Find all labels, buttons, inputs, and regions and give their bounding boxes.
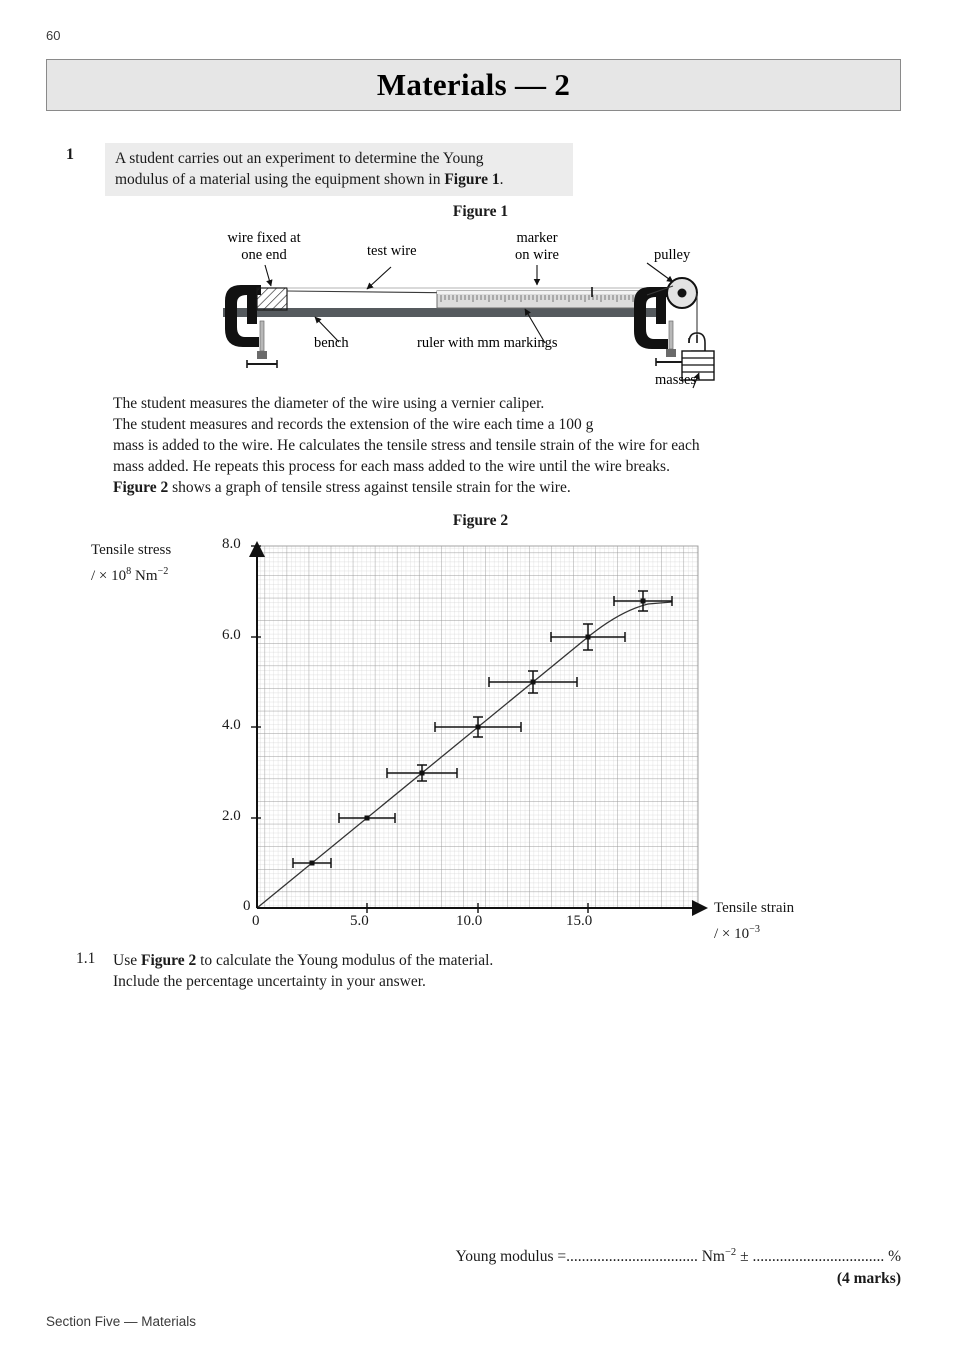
subq-figure2-reference: Figure 2: [140, 952, 197, 969]
subq-line2: Include the percentage uncertainty in your answer.: [113, 973, 426, 990]
x-tick-label-5: 5.0: [350, 913, 369, 929]
answer-blank-2[interactable]: ..................................: [752, 1248, 885, 1266]
answer-blank-1[interactable]: ..................................: [566, 1248, 698, 1266]
subq-line1-c: to calculate the Young modulus of the material.: [196, 952, 494, 969]
figure1-leader-lines: [265, 263, 699, 388]
y-axis-title: [91, 540, 171, 587]
x-tick-label-15: 15.0: [566, 913, 593, 929]
y-tick-label-2: 2.0: [222, 808, 241, 824]
label-marker-line1: marker: [516, 230, 558, 246]
y-tick-label-0: 0: [243, 898, 251, 914]
body-line-5: shows a graph of tensile stress against tensile strain for the wire.: [168, 479, 571, 496]
question-body-text: [113, 393, 833, 498]
subquestion-number: 1.1: [76, 950, 96, 967]
x-axis-title-line1: Tensile strain: [714, 900, 795, 916]
bench-bar: [223, 308, 663, 317]
answer-unit-exp: −2: [724, 1247, 737, 1258]
y-axis-title-line1: Tensile stress: [91, 542, 172, 558]
wire-fixing-block: [257, 288, 287, 310]
subquestion-text: [113, 950, 733, 992]
label-pulley: pulley: [654, 247, 691, 263]
y-axis-title-exp: 8: [126, 566, 132, 577]
figure2-reference: Figure 2: [113, 479, 169, 496]
answer-label: Young modulus =: [455, 1248, 567, 1266]
marks-label: (4 marks): [836, 1270, 901, 1287]
x-axis-title: [714, 898, 794, 945]
y-tick-label-4: 4.0: [222, 717, 241, 733]
subq-line1-a: Use: [113, 952, 141, 969]
question-stem-line2-a: modulus of a material using the equipment shown in: [115, 171, 445, 188]
answer-unit: Nm: [697, 1248, 725, 1266]
question-stem: [105, 143, 573, 196]
mass-hook: [689, 333, 705, 351]
label-test-wire: test wire: [367, 243, 417, 259]
body-line-4: mass added. He repeats this process for each mass added to the wire until the wire breaks.: [113, 458, 670, 475]
ruler-with-mm-markings: [437, 291, 643, 308]
label-bench: bench: [314, 335, 349, 351]
page-header-banner: [46, 59, 901, 111]
label-ruler: ruler with mm markings: [417, 335, 558, 351]
figure1-caption: Figure 1: [452, 203, 509, 220]
body-line-3: mass is added to the wire. He calculates the tensile stress and tensile strain of the wire for each: [113, 437, 700, 454]
question-stem-line2-c: .: [499, 171, 504, 188]
y-tick-label-8: 8.0: [222, 536, 241, 552]
label-marker-on-wire: [485, 230, 589, 264]
question-stem-line1: A student carries out an experiment to determine the Young: [115, 150, 484, 167]
figure2-plot: [0, 530, 961, 940]
label-wire-fixed-line2: one end: [241, 247, 287, 263]
question-number: 1: [66, 146, 74, 163]
page-number: 60: [46, 28, 61, 43]
page-footer: Section Five — Materials: [46, 1314, 197, 1329]
y-axis-title-unit-exp: −2: [157, 566, 169, 577]
y-axis-title-prefix: / × 10: [91, 568, 127, 584]
x-tick-label-10: 10.0: [456, 913, 483, 929]
figure2-caption: Figure 2: [452, 512, 509, 529]
figure1-diagram: [195, 225, 735, 395]
answer-line[interactable]: [0, 1247, 901, 1266]
x-axis-title-prefix: / × 10: [714, 926, 750, 942]
x-tick-label-0: 0: [252, 913, 260, 929]
answer-percent: %: [884, 1248, 901, 1266]
y-axis-title-unit: Nm: [131, 568, 158, 584]
body-line-2: The student measures and records the extension of the wire each time a 100 g: [113, 416, 594, 433]
body-line-1: The student measures the diameter of the wire using a vernier caliper.: [113, 395, 545, 412]
label-marker-line2: on wire: [515, 247, 559, 263]
page-title: Materials — 2: [376, 67, 571, 102]
label-wire-fixed-line1: wire fixed at: [227, 230, 301, 246]
label-wire-fixed-at-one-end: [194, 230, 334, 264]
x-axis-title-exp: −3: [749, 924, 760, 935]
figure1-reference: Figure 1: [444, 171, 500, 188]
y-tick-label-6: 6.0: [222, 627, 241, 643]
figure2-chart: [0, 530, 961, 940]
pulley: [667, 278, 697, 308]
answer-plusminus: ±: [736, 1248, 753, 1266]
label-masses: masses: [655, 372, 697, 388]
